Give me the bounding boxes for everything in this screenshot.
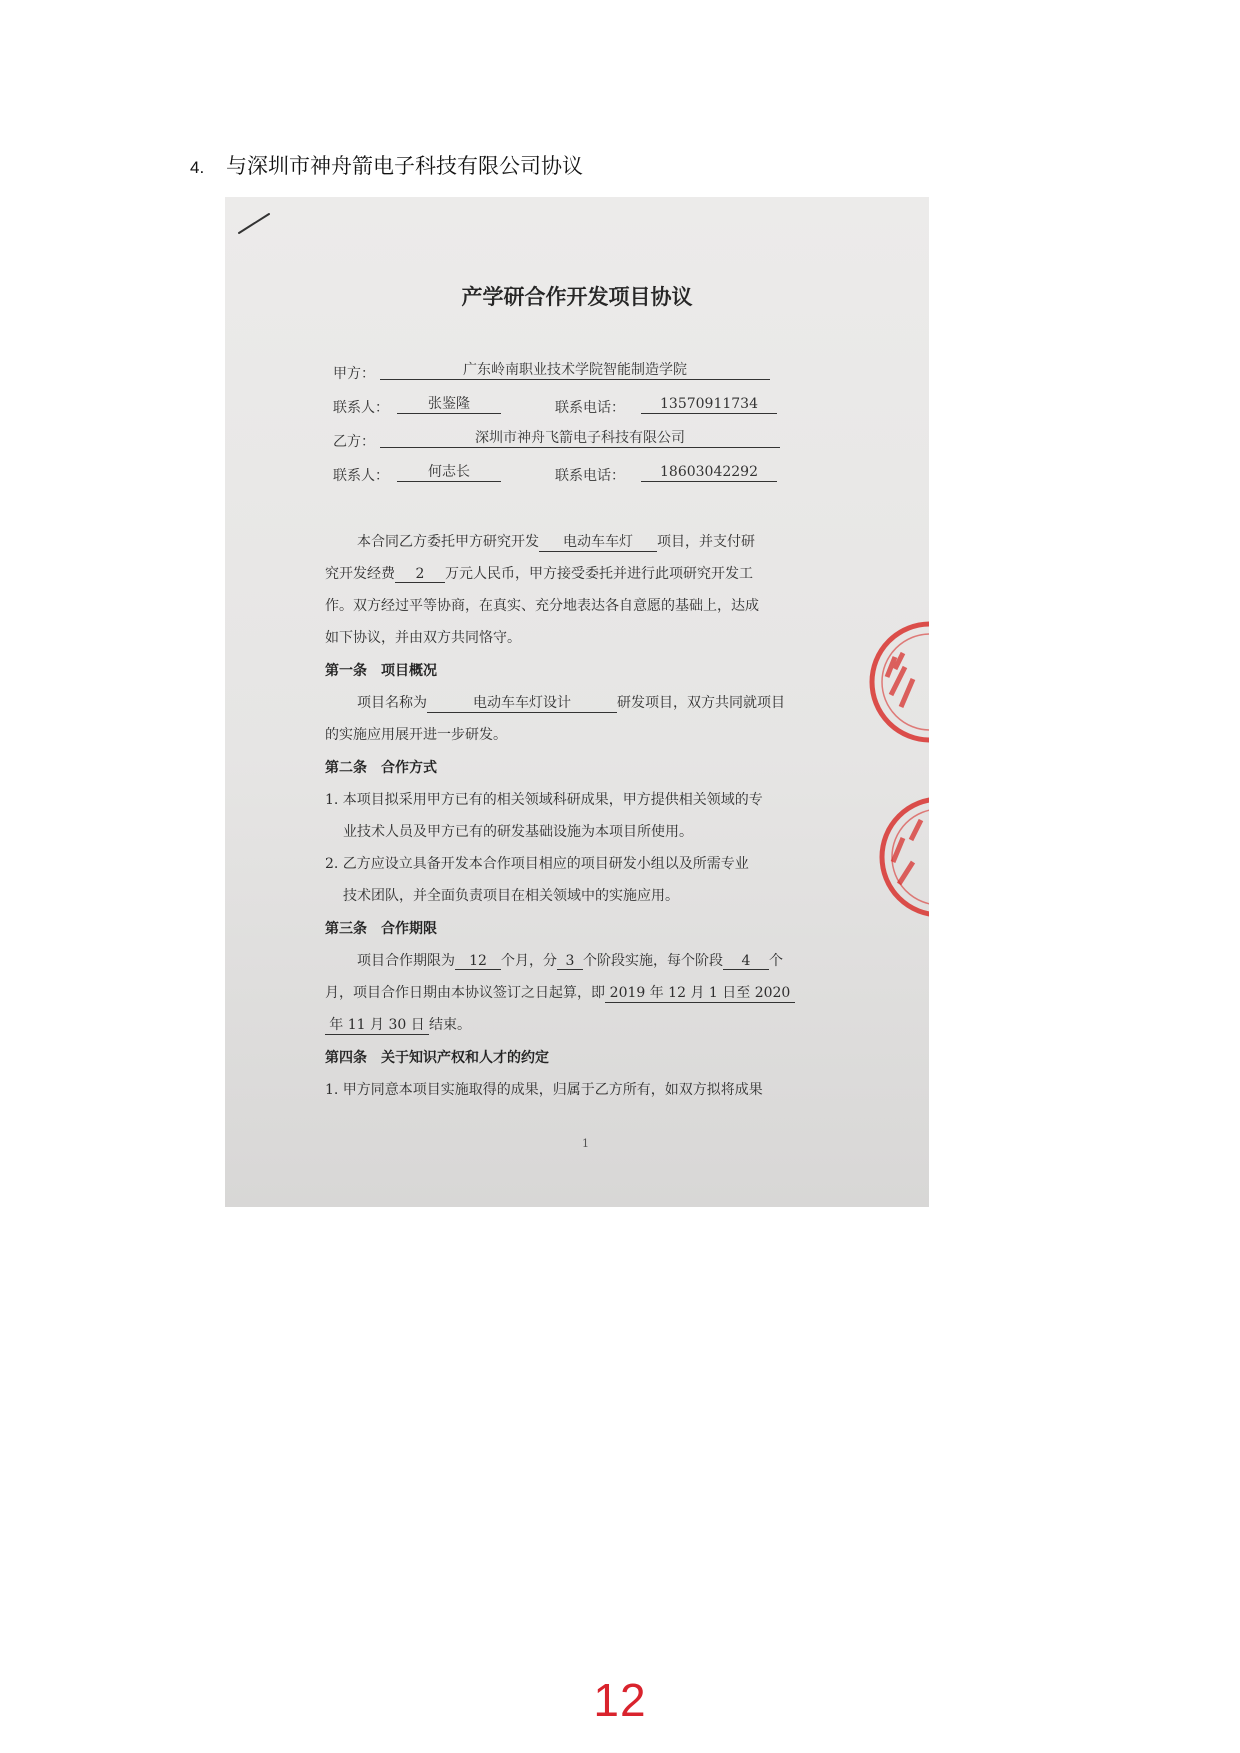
article-text: 月，项目合作日期由本协议签订之日起算，即 (325, 985, 605, 1001)
intro-line-1 (357, 531, 877, 552)
duration-months: 12 (455, 953, 501, 970)
article-1-title: 第一条 项目概况 (325, 663, 437, 679)
article-text: 研发项目，双方共同就项目 (617, 695, 785, 711)
article-text: 项目名称为 (357, 695, 427, 711)
article-4-title: 第四条 关于知识产权和人才的约定 (325, 1050, 549, 1066)
article-3-line-1 (357, 950, 877, 970)
contact-b-label: 联系人： (333, 468, 389, 484)
article-text: 个月，分 (501, 953, 557, 969)
fee-value: 2 (395, 566, 445, 583)
agreement-photo (225, 197, 929, 1207)
intro-line-2 (325, 563, 845, 583)
contact-a-phone: 13570911734 (641, 395, 777, 414)
article-2-line-2: 业技术人员及甲方已有的研发基础设施为本项目所使用。 (343, 824, 693, 840)
end-date: 年 11 月 30 日 (325, 1014, 429, 1035)
article-3-title: 第三条 合作期限 (325, 921, 437, 937)
party-a-value: 广东岭南职业技术学院智能制造学院 (380, 361, 770, 380)
article-2-line-4: 技术团队，并全面负责项目在相关领域中的实施应用。 (343, 888, 679, 904)
company-seal-icon (865, 617, 929, 747)
contact-a-phone-label: 联系电话： (555, 400, 625, 416)
article-text: 项目合作期限为 (357, 953, 455, 969)
intro-text: 项目，并支付研 (657, 534, 755, 550)
contact-b-phone-label: 联系电话： (555, 468, 625, 484)
section-title: 与深圳市神舟箭电子科技有限公司协议 (226, 154, 583, 178)
contact-b-value: 何志长 (397, 463, 501, 482)
college-seal-icon (875, 792, 929, 922)
section-number: 4. (190, 158, 205, 177)
page-number: 12 (593, 1674, 647, 1726)
agreement-title: 产学研合作开发项目协议 (461, 284, 693, 309)
article-1-line-2: 的实施应用展开进一步研发。 (325, 727, 507, 743)
article-1-line-1 (357, 692, 877, 713)
intro-text: 万元人民币，甲方接受委托并进行此项研究开发工 (445, 566, 753, 582)
article-2-line-1: 1. 本项目拟采用甲方已有的相关领域科研成果，甲方提供相关领域的专 (325, 792, 763, 808)
article-text: 个 (769, 953, 783, 969)
party-b-value: 深圳市神舟飞箭电子科技有限公司 (380, 429, 780, 448)
article-3-line-3 (325, 1014, 845, 1035)
stage-months: 4 (723, 953, 769, 970)
contact-a-label: 联系人： (333, 400, 389, 416)
contact-b-phone: 18603042292 (641, 463, 777, 482)
section-heading (190, 150, 583, 180)
party-b-label: 乙方： (333, 434, 375, 450)
article-text: 结束。 (429, 1017, 471, 1033)
article-3-line-2 (325, 982, 845, 1003)
party-a-label: 甲方： (333, 366, 375, 382)
article-2-title: 第二条 合作方式 (325, 760, 437, 776)
intro-text: 本合同乙方委托甲方研究开发 (357, 534, 539, 550)
pen-mark-icon (237, 211, 273, 235)
article-4-line-1: 1. 甲方同意本项目实施取得的成果，归属于乙方所有，如双方拟将成果 (325, 1082, 763, 1098)
product-name: 电动车车灯 (539, 531, 657, 552)
article-text: 个阶段实施，每个阶段 (583, 953, 723, 969)
article-2-line-3: 2. 乙方应设立具备开发本合作项目相应的项目研发小组以及所需专业 (325, 856, 749, 872)
start-date: 2019 年 12 月 1 日至 2020 (605, 982, 795, 1003)
intro-text: 究开发经费 (325, 566, 395, 582)
intro-line-4: 如下协议，并由双方共同恪守。 (325, 630, 521, 646)
photo-page-mark: 1 (582, 1137, 589, 1150)
intro-line-3: 作。双方经过平等协商，在真实、充分地表达各自意愿的基础上，达成 (325, 598, 759, 614)
contact-a-value: 张鉴隆 (397, 395, 501, 414)
stage-count: 3 (557, 953, 583, 970)
project-name: 电动车车灯设计 (427, 692, 617, 713)
